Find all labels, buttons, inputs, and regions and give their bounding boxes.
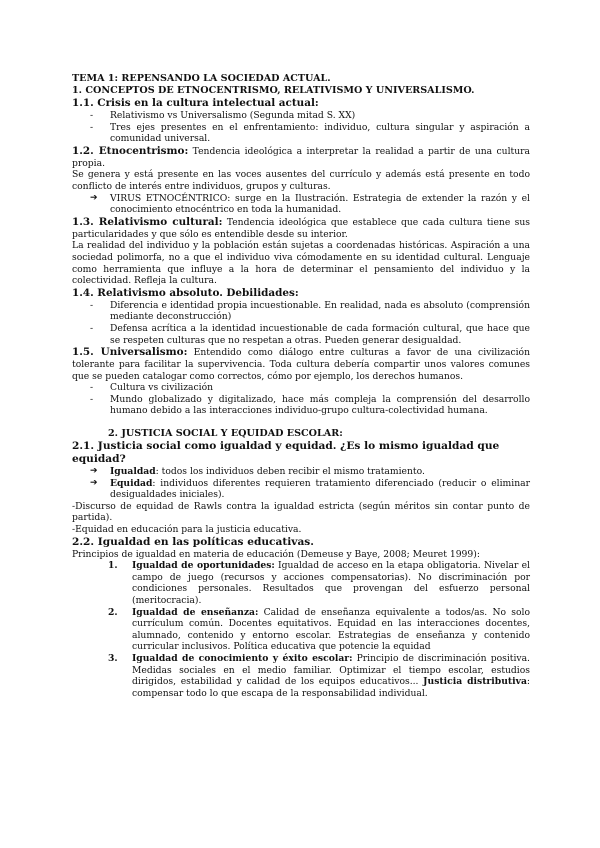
subsection-1-2-paragraph: Se genera y está presente en las voces ausentes del currículo y además está presente en todo conflicto de interés entre individuos, grupos y culturas. bbox=[72, 169, 530, 192]
dash-bullet: - bbox=[90, 322, 94, 334]
dash-bullet: - bbox=[90, 299, 94, 311]
list-item: 2. Igualdad de enseñanza: Calidad de enseñanza equivalente a todos/as. No solo currículum común. Docentes equitativos. Equidad en las interacciones docentes, alumnado, contenido y entorno escolar. Estrategias de enseñanza y contenido curricular inclusivos. Política educativa que potencie la equidad bbox=[108, 606, 531, 653]
arrow-bullet-icon: ➔ bbox=[90, 466, 98, 477]
list-item: ➔ VIRUS ETNOCÉNTRICO: surge en la Ilustración. Estrategia de extender la razón y el conocimiento etnocéntrico en toda la humanidad. bbox=[90, 192, 530, 216]
subsection-1-1-list bbox=[72, 110, 530, 145]
list-item: ➔ Equidad: individuos diferentes requieren tratamiento diferenciado (reducir o eliminar desigualdades iniciales). bbox=[90, 477, 530, 501]
section-1-title: 1. CONCEPTOS DE ETNOCENTRISMO, RELATIVISMO Y UNIVERSALISMO. bbox=[72, 85, 475, 96]
subsection-1-2-arrow-list bbox=[72, 193, 530, 216]
subsection-1-2-definition: 1.2. Etnocentrismo: Tendencia ideológica a interpretar la realidad a partir de una cultura propia. bbox=[72, 144, 530, 169]
subsection-2-2-intro: Principios de igualdad en materia de educación (Demeuse y Baye, 2008; Meuret 1999): bbox=[72, 548, 480, 560]
section-2-title: 2. JUSTICIA SOCIAL Y EQUIDAD ESCOLAR: bbox=[108, 428, 343, 440]
subsection-1-3-definition: 1.3. Relativismo cultural: Tendencia ideológica que establece que cada cultura tiene sus particularidades y que sólo es entendible desde su interior. bbox=[72, 215, 530, 240]
subsection-1-5-list bbox=[72, 382, 530, 417]
list-item: - Tres ejes presentes en el enfrentamiento: individuo, cultura singular y aspiración a comunidad universal. bbox=[90, 121, 530, 145]
list-item: 1. Igualdad de oportunidades: Igualdad de acceso en la etapa obligatoria. Nivelar el campo de juego (recursos y acciones compensatorias). No discriminación por condiciones personales. Resultados que provengan del esfuerzo personal (meritocracia). bbox=[108, 560, 530, 606]
rawls-paragraph: -Discurso de equidad de Rawls contra la igualdad estricta (según méritos sin contar punto de partida). bbox=[72, 500, 530, 524]
subsection-1-4-heading: 1.4. Relativismo absoluto. Debilidades: bbox=[72, 286, 299, 299]
subsection-1-3-paragraph: La realidad del individuo y la población están sujetas a coordenadas históricas. Aspiración a una sociedad polimorfa, no a que el individuo viva cómodamente en su identidad cultural. Lenguaje como herramienta que influye a la hora de determinar el pensamiento del individuo y la colectividad. Refleja la cultura. bbox=[72, 240, 530, 287]
list-item: - Mundo globalizado y digitalizado, hace más compleja la comprensión del desarrollo humano debido a las interacciones individuo-grupo cultura-colectividad humana. bbox=[90, 393, 530, 417]
principles-list bbox=[72, 560, 530, 699]
subsection-1-5-definition: 1.5. Universalismo: Entendido como diálogo entre culturas a favor de una civilización tolerante para facilitar la supervivencia. Toda cultura debería compartir unos valores comunes que se pueden catalogar como correctos, cómo por ejemplo, los derechos humanos. bbox=[72, 346, 530, 382]
equity-paragraph: -Equidad en educación para la justicia educativa. bbox=[72, 524, 302, 536]
dash-bullet: - bbox=[90, 110, 94, 121]
subsection-2-2-heading: 2.2. Igualdad en las políticas educativas. bbox=[72, 535, 314, 548]
arrow-bullet-icon: ➔ bbox=[90, 192, 98, 203]
list-item: - Defensa acrítica a la identidad incuestionable de cada formación cultural, que hace que se respeten culturas que no respetan a otras. Pueden generar desigualdad. bbox=[90, 322, 530, 346]
subsection-2-1-arrow-list bbox=[72, 466, 530, 501]
subsection-1-2-heading: 1.2. Etnocentrismo: bbox=[72, 144, 189, 157]
dash-bullet: - bbox=[90, 382, 94, 394]
list-item: - Diferencia e identidad propia incuestionable. En realidad, nada es absoluto (comprensión mediante deconstrucción) bbox=[90, 299, 530, 323]
list-item: - Relativismo vs Universalismo (Segunda mitad S. XX) bbox=[90, 110, 356, 121]
list-item: ➔ Igualdad: todos los individuos deben recibir el mismo tratamiento. bbox=[90, 466, 425, 478]
subsection-1-1-heading: 1.1. Crisis en la cultura intelectual actual: bbox=[72, 97, 319, 109]
list-item: - Cultura vs civilización bbox=[90, 382, 214, 394]
document-page bbox=[72, 73, 530, 699]
arrow-bullet-icon: ➔ bbox=[90, 477, 98, 488]
dash-bullet: - bbox=[90, 121, 94, 133]
subsection-1-5-heading: 1.5. Universalismo: bbox=[72, 346, 188, 359]
topic-title: TEMA 1: REPENSANDO LA SOCIEDAD ACTUAL. bbox=[72, 73, 331, 84]
list-item: 3. Igualdad de conocimiento y éxito escolar: Principio de discriminación positiva. Medidas sociales en el medio familiar. Optimizar el tiempo escolar, estudios dirigidos, estabilidad y calidad de los equipos educativos... Justicia distributiva: compensar todo lo que escapa de la responsabilidad individual. bbox=[108, 652, 531, 699]
subsection-1-4-list bbox=[72, 300, 530, 346]
subsection-1-3-heading: 1.3. Relativismo cultural: bbox=[72, 215, 223, 228]
dash-bullet: - bbox=[90, 393, 94, 405]
subsection-2-1-heading: 2.1. Justicia social como igualdad y equidad. ¿Es lo mismo igualdad que equidad? bbox=[72, 440, 500, 466]
